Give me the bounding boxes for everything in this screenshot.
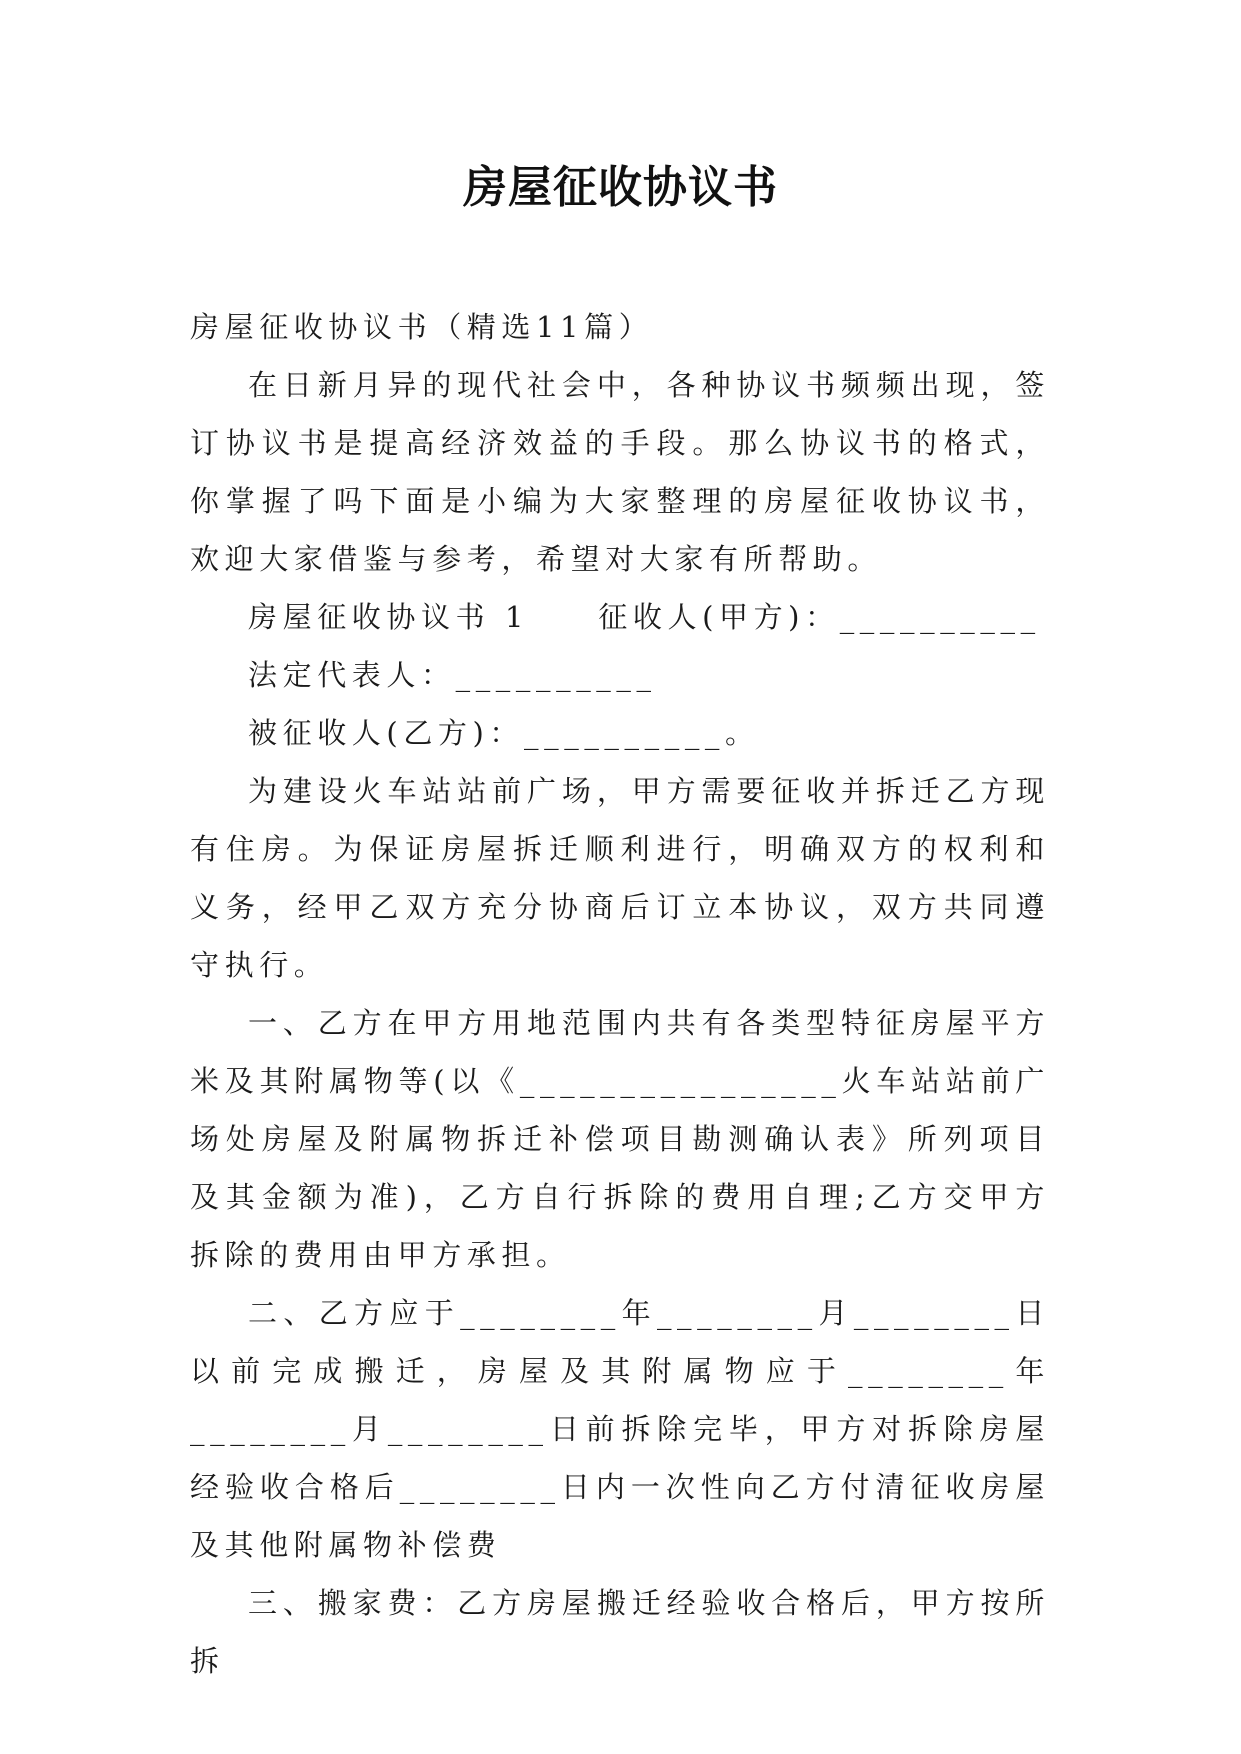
legal-representative-line: 法定代表人：__________ xyxy=(248,658,657,692)
document-title: 房屋征收协议书 xyxy=(463,162,778,213)
purpose-paragraph: 为建设火车站站前广场，甲方需要征收并拆迁乙方现有住房。为保证房屋拆迁顺利进行，明确双方的权利和义务，经甲乙双方充分协商后订立本协议，双方共同遵守执行。 xyxy=(190,774,1050,982)
agreement-header-line: 房屋征收协议书 1 征收人(甲方)：__________ xyxy=(248,600,1041,634)
intro-paragraph: 在日新月异的现代社会中，各种协议书频频出现，签订协议书是提高经济效益的手段。那么协议书的格式，你掌握了吗下面是小编为大家整理的房屋征收协议书，欢迎大家借鉴与参考，希望对大家有所帮助。 xyxy=(190,368,1050,576)
clause-two-paragraph: 二、乙方应于________年________月________日以前完成搬迁，房屋及其附属物应于________年________月________日前拆除完毕，甲方对拆除房屋经验收合格后________日内一次性向乙方付清征收房屋及其他附属物补偿费 xyxy=(190,1296,1050,1562)
document-body xyxy=(190,298,1050,1690)
clause-one-paragraph: 一、乙方在甲方用地范围内共有各类型特征房屋平方米及其附属物等(以《________________火车站站前广场处房屋及附属物拆迁补偿项目勘测确认表》所列项目及其金额为准)，乙方自行拆除的费用自理;乙方交甲方拆除的费用由甲方承担。 xyxy=(190,1006,1050,1272)
party-b-line: 被征收人(乙方)：__________。 xyxy=(248,716,760,750)
clause-three-paragraph: 三、搬家费：乙方房屋搬迁经验收合格后，甲方按所拆 xyxy=(190,1586,1050,1678)
subtitle-paragraph: 房屋征收协议书（精选11篇） xyxy=(190,310,654,344)
